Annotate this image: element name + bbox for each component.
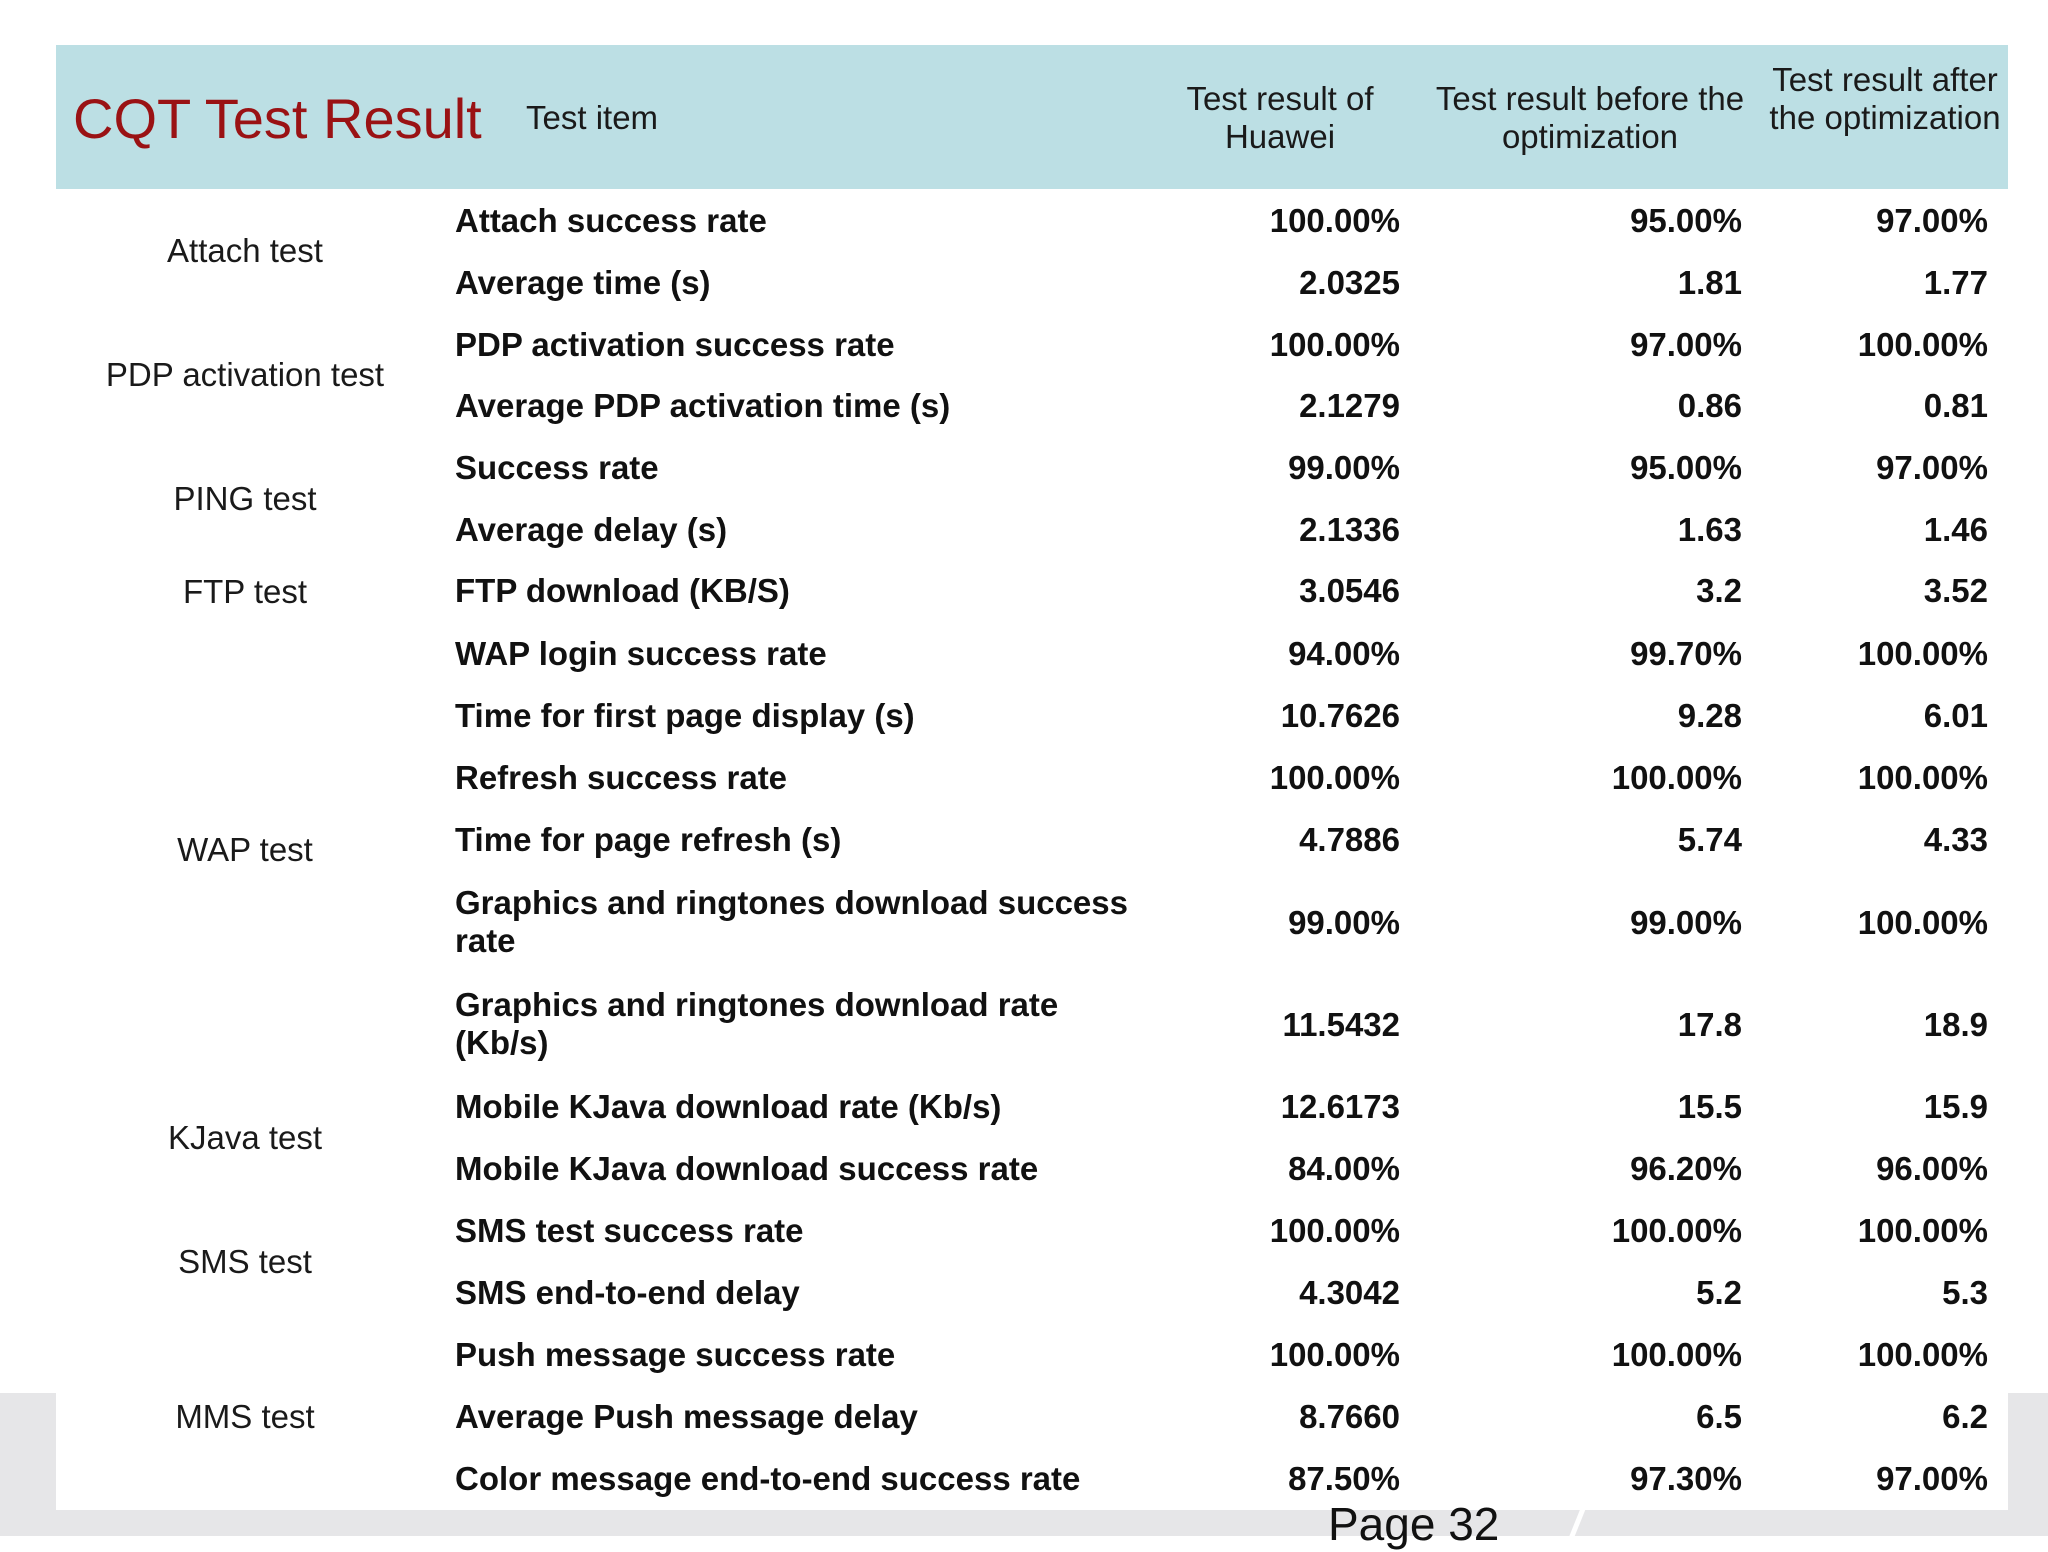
row-item: FTP download (KB/S): [455, 572, 790, 609]
row-item: Average delay (s): [455, 511, 728, 548]
row-item: Mobile KJava download rate (Kb/s): [455, 1088, 1002, 1125]
row-huawei-value: 100.00%: [1269, 326, 1400, 363]
row-after-value: 1.77: [1923, 264, 1988, 301]
row-after-value: 4.33: [1923, 821, 1988, 858]
row-item: Average PDP activation time (s): [455, 387, 951, 424]
group-mms-test: MMS test: [175, 1398, 315, 1435]
row-before-value: 99.70%: [1630, 635, 1742, 672]
row-after-value: 1.46: [1923, 511, 1988, 548]
row-item: SMS test success rate: [455, 1212, 804, 1249]
row-after-value: 100.00%: [1857, 1336, 1988, 1373]
row-huawei-value: 10.7626: [1280, 697, 1400, 734]
group-sms-test: SMS test: [178, 1243, 312, 1280]
group-ping-test: PING test: [173, 480, 317, 517]
row-huawei-value: 2.0325: [1299, 264, 1400, 301]
row-item: Attach success rate: [455, 202, 767, 239]
header-after: Test result after the optimization: [1769, 61, 2001, 136]
row-after-value: 0.81: [1923, 387, 1988, 424]
row-item: Graphics and ringtones download rate (Kb/s): [455, 986, 1059, 1061]
row-huawei-value: 99.00%: [1288, 449, 1400, 486]
slide-title: CQT Test Result: [73, 87, 482, 150]
row-huawei-value: 2.1336: [1299, 511, 1400, 548]
row-before-value: 97.00%: [1630, 326, 1742, 363]
row-after-value: 6.2: [1942, 1398, 1988, 1435]
group-kjava-test: KJava test: [167, 1119, 323, 1156]
row-after-value: 18.9: [1923, 1006, 1988, 1043]
row-item: Time for page refresh (s): [455, 821, 842, 858]
row-huawei-value: 2.1279: [1299, 387, 1400, 424]
row-before-value: 95.00%: [1630, 449, 1742, 486]
row-after-value: 100.00%: [1857, 1212, 1988, 1249]
row-after-value: 6.01: [1923, 697, 1988, 734]
row-huawei-value: 87.50%: [1288, 1460, 1400, 1497]
row-item: Push message success rate: [455, 1336, 896, 1373]
row-after-value: 100.00%: [1857, 635, 1988, 672]
row-after-value: 97.00%: [1876, 202, 1988, 239]
row-after-value: 100.00%: [1857, 904, 1988, 941]
row-huawei-value: 84.00%: [1288, 1150, 1400, 1187]
row-after-value: 97.00%: [1876, 1460, 1988, 1497]
row-item: Graphics and ringtones download success rate: [455, 884, 1128, 959]
row-before-value: 99.00%: [1630, 904, 1742, 941]
row-before-value: 100.00%: [1611, 1212, 1742, 1249]
row-item: Success rate: [455, 449, 659, 486]
row-huawei-value: 4.7886: [1299, 821, 1400, 858]
row-before-value: 100.00%: [1611, 759, 1742, 796]
row-before-value: 9.28: [1677, 697, 1742, 734]
row-item: Color message end-to-end success rate: [455, 1460, 1081, 1497]
row-before-value: 96.20%: [1630, 1150, 1742, 1187]
row-item: Average Push message delay: [455, 1398, 918, 1435]
row-before-value: 17.8: [1677, 1006, 1742, 1043]
row-item: SMS end-to-end delay: [455, 1274, 800, 1311]
row-before-value: 97.30%: [1630, 1460, 1742, 1497]
group-wap-test: WAP test: [177, 831, 313, 868]
row-after-value: 96.00%: [1876, 1150, 1988, 1187]
row-before-value: 100.00%: [1611, 1336, 1742, 1373]
row-huawei-value: 94.00%: [1288, 635, 1400, 672]
row-item: Average time (s): [455, 264, 711, 301]
row-huawei-value: 4.3042: [1299, 1274, 1400, 1311]
group-attach-test: Attach test: [167, 232, 323, 269]
row-item: Time for first page display (s): [455, 697, 915, 734]
row-huawei-value: 12.6173: [1280, 1088, 1400, 1125]
row-after-value: 15.9: [1923, 1088, 1988, 1125]
row-huawei-value: 11.5432: [1282, 1006, 1400, 1043]
row-item: PDP activation success rate: [455, 326, 895, 363]
header-test-item: Test item: [526, 99, 659, 136]
header-huawei: Test result of Huawei: [1186, 80, 1374, 155]
row-item: Mobile KJava download success rate: [455, 1150, 1039, 1187]
header-before: Test result before the optimization: [1435, 80, 1745, 155]
row-after-value: 100.00%: [1857, 759, 1988, 796]
row-before-value: 95.00%: [1630, 202, 1742, 239]
row-before-value: 1.63: [1677, 511, 1742, 548]
row-after-value: 5.3: [1942, 1274, 1988, 1311]
row-before-value: 6.5: [1696, 1398, 1742, 1435]
row-item: Refresh success rate: [455, 759, 788, 796]
row-before-value: 5.2: [1696, 1274, 1742, 1311]
row-item: WAP login success rate: [455, 635, 827, 672]
row-before-value: 1.81: [1677, 264, 1742, 301]
row-before-value: 0.86: [1677, 387, 1742, 424]
group-ftp-test: FTP test: [182, 573, 308, 610]
row-before-value: 3.2: [1696, 572, 1742, 609]
row-before-value: 5.74: [1677, 821, 1742, 858]
row-huawei-value: 99.00%: [1288, 904, 1400, 941]
row-after-value: 100.00%: [1857, 326, 1988, 363]
row-huawei-value: 100.00%: [1269, 202, 1400, 239]
row-huawei-value: 3.0546: [1299, 572, 1400, 609]
row-after-value: 3.52: [1923, 572, 1988, 609]
row-huawei-value: 8.7660: [1299, 1398, 1400, 1435]
row-huawei-value: 100.00%: [1269, 759, 1400, 796]
row-huawei-value: 100.00%: [1269, 1212, 1400, 1249]
row-huawei-value: 100.00%: [1269, 1336, 1400, 1373]
row-after-value: 97.00%: [1876, 449, 1988, 486]
group-pdp-activation-test: PDP activation test: [105, 356, 385, 393]
page-number: Page 32: [1328, 1498, 1500, 1550]
row-before-value: 15.5: [1677, 1088, 1742, 1125]
